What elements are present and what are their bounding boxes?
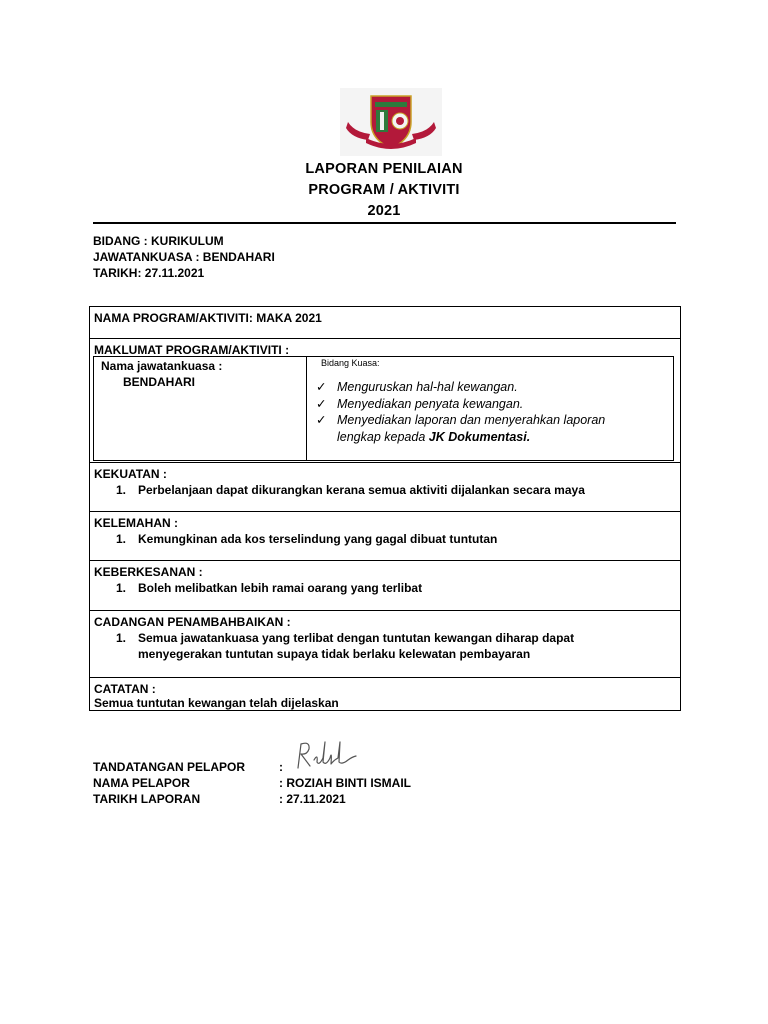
duty-text: Menyediakan laporan dan menyerahkan laporan [337, 413, 606, 427]
report-title-line2: PROGRAM / AKTIVITI [308, 182, 460, 198]
catatan-label: CATATAN : [94, 682, 156, 696]
kekuatan-section [89, 462, 681, 512]
school-crest-logo [340, 88, 442, 156]
tarikh-laporan-label: TARIKH LAPORAN [93, 792, 201, 806]
title-divider [93, 222, 676, 224]
meta-bidang: BIDANG : KURIKULUM [93, 234, 224, 248]
keberkesanan-label: KEBERKESANAN : [94, 565, 203, 579]
meta-jawatankuasa: JAWATANKUASA : BENDAHARI [93, 250, 275, 264]
cadangan-label: CADANGAN PENAMBAHBAIKAN : [94, 615, 291, 629]
kelemahan-text: Kemungkinan ada kos terselindung yang gagal dibuat tuntutan [138, 532, 498, 546]
nama-pelapor-label: NAMA PELAPOR [93, 776, 190, 790]
catatan-section [89, 677, 681, 711]
kekuatan-item [116, 483, 585, 497]
duty-item [316, 396, 605, 413]
meta-tarikh: TARIKH: 27.11.2021 [93, 266, 205, 280]
keberkesanan-section [89, 560, 681, 611]
cadangan-text-line2: menyegerakan tuntutan supaya tidak berlaku kelewatan pembayaran [138, 647, 531, 661]
maklumat-inner-table [93, 356, 674, 461]
duties-list [316, 379, 605, 445]
tandatangan-label: TANDATANGAN PELAPOR [93, 760, 245, 774]
item-number: 1. [116, 631, 127, 645]
report-title-year: 2021 [367, 203, 401, 219]
check-icon: ✓ [316, 413, 327, 427]
tandatangan-colon: : [279, 760, 283, 774]
program-name-label: NAMA PROGRAM/AKTIVITI: MAKA 2021 [94, 311, 322, 325]
catatan-text: Semua tuntutan kewangan telah dijelaskan [94, 696, 339, 710]
cadangan-section [89, 610, 681, 678]
cadangan-item [116, 631, 574, 645]
check-icon: ✓ [316, 380, 327, 394]
maklumat-label: MAKLUMAT PROGRAM/AKTIVITI : [94, 343, 290, 357]
keberkesanan-item [116, 581, 422, 595]
column-divider [306, 357, 307, 460]
kekuatan-text: Perbelanjaan dapat dikurangkan kerana semua aktiviti dijalankan secara maya [138, 483, 585, 497]
check-icon: ✓ [316, 396, 327, 411]
bidang-kuasa-title: Bidang Kuasa: [321, 358, 380, 368]
program-name-section [89, 306, 681, 339]
kelemahan-section [89, 511, 681, 561]
cadangan-text-line1: Semua jawatankuasa yang terlibat dengan tuntutan kewangan diharap dapat [138, 631, 575, 645]
kekuatan-label: KEKUATAN : [94, 467, 167, 481]
item-number: 1. [116, 581, 127, 595]
kelemahan-label: KELEMAHAN : [94, 516, 178, 530]
jawatankuasa-name-label: Nama jawatankuasa : [101, 359, 223, 373]
report-title-line1: LAPORAN PENILAIAN [305, 161, 463, 177]
item-number: 1. [116, 483, 127, 497]
duty-item [316, 412, 605, 429]
duty-text: Menyediakan penyata kewangan. [337, 396, 524, 411]
duty-item-continuation [316, 429, 605, 446]
duty-text-bold: JK Dokumentasi. [428, 429, 531, 444]
nama-pelapor-value: : ROZIAH BINTI ISMAIL [279, 776, 411, 790]
kelemahan-item [116, 532, 497, 546]
duty-text: Menguruskan hal-hal kewangan. [337, 380, 518, 394]
duty-item [316, 379, 605, 396]
tarikh-laporan-value: : 27.11.2021 [279, 792, 346, 806]
item-number: 1. [116, 532, 127, 546]
handwritten-signature [292, 738, 362, 775]
keberkesanan-text: Boleh melibatkan lebih ramai oarang yang terlibat [138, 581, 423, 595]
jawatankuasa-name-value: BENDAHARI [123, 375, 195, 389]
duty-text: lengkap kepada [337, 429, 429, 444]
